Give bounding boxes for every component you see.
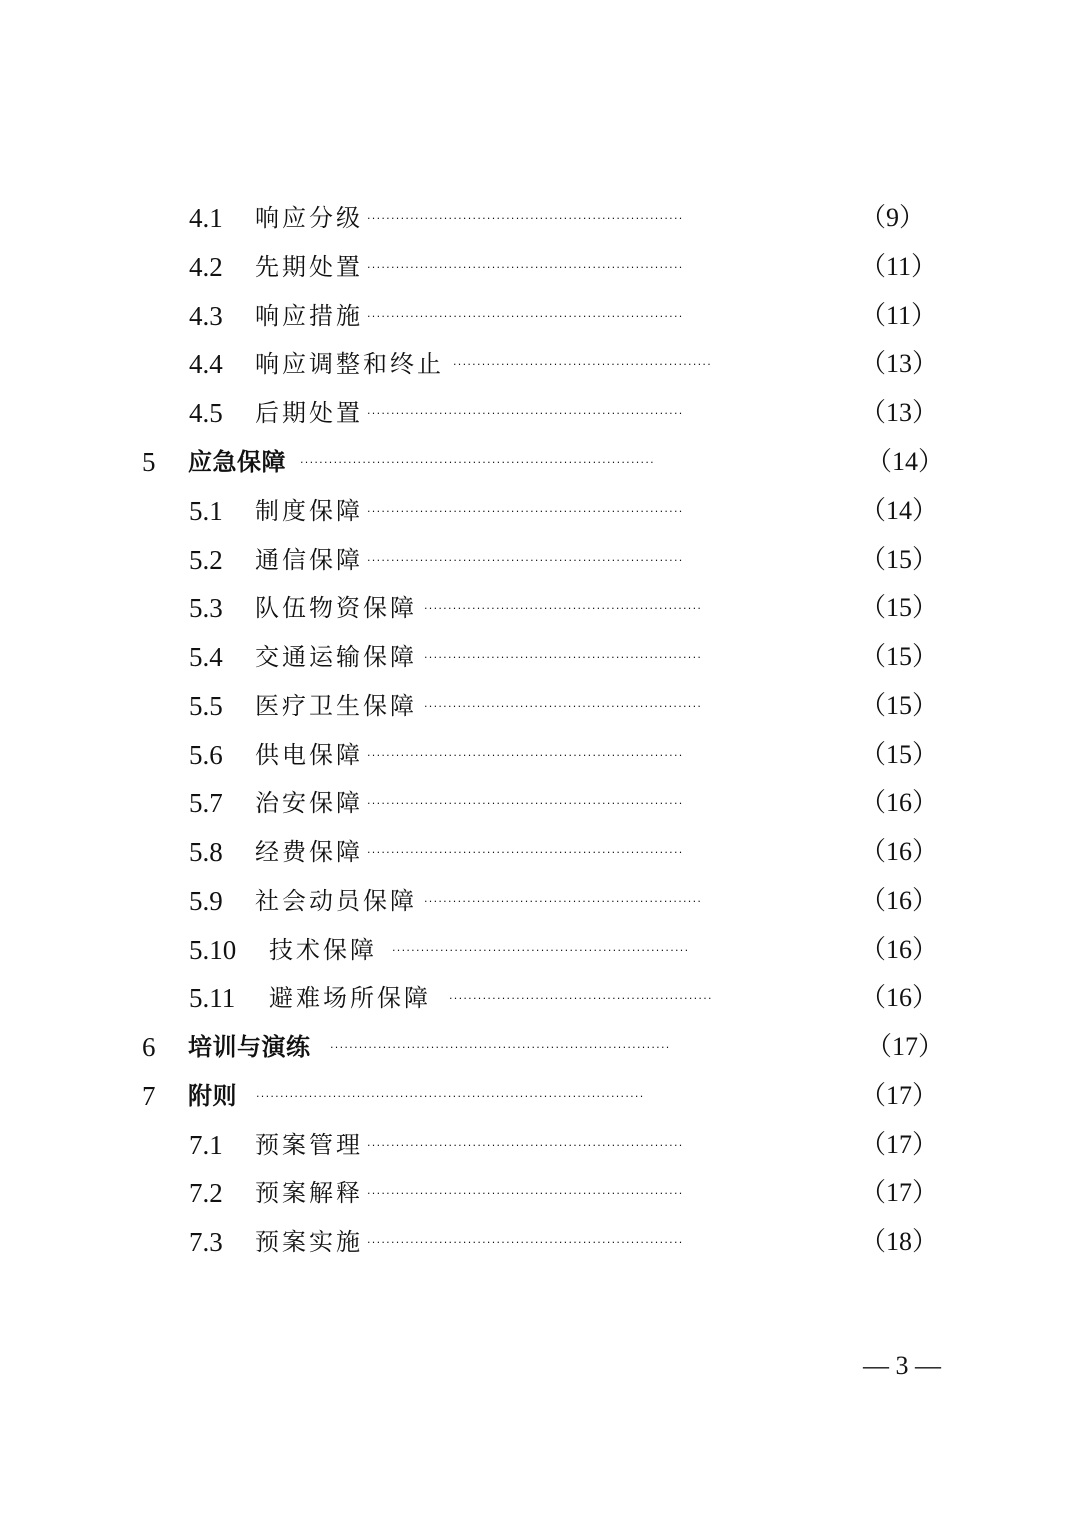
toc-entry-page: （16） [860,837,939,866]
toc-entry-number: 4.4 [189,349,223,379]
toc-entry-number: 4.5 [189,398,223,428]
toc-entry[interactable] [0,783,1074,823]
dot-leader: ·································································· [367,310,684,323]
toc-entry-number: 5.5 [189,691,223,721]
toc-entry-number: 4.2 [189,252,223,282]
dot-leader: ·························································· [424,895,703,908]
toc-entry-page: （11） [860,252,938,281]
dot-leader: ······················································· [449,992,713,1005]
dot-leader: ·································································· [367,407,684,420]
toc-entry-title: 预案实施 [255,1228,363,1256]
toc-entry[interactable] [0,247,1074,287]
toc-entry-page: （13） [860,349,939,378]
toc-entry-number: 5.7 [189,788,223,818]
toc-entry-page: （16） [860,983,939,1012]
toc-entry-page: （17） [860,1178,939,1207]
toc-entry-number: 5.10 [189,935,237,965]
toc-entry-title: 避难场所保障 [269,984,431,1012]
dot-leader: ················································································· [256,1090,645,1103]
toc-entry[interactable] [0,491,1074,531]
dot-leader: ·································································· [367,212,684,225]
toc-entry-title: 先期处置 [255,253,363,281]
toc-entry-title: 附则 [188,1081,237,1110]
toc-entry-title: 制度保障 [255,497,363,525]
toc-entry-number: 5.1 [189,496,223,526]
toc-entry-page: （16） [860,886,939,915]
toc-entry-title: 队伍物资保障 [255,594,417,622]
toc-entry[interactable] [0,881,1074,921]
dot-leader: ·································································· [367,505,684,518]
toc-entry-number: 5 [142,447,156,477]
toc-chapter-entry[interactable] [0,442,1074,482]
toc-entry-title: 经费保障 [255,838,363,866]
toc-entry-page: （16） [860,935,939,964]
toc-entry-page: （17） [860,1130,939,1159]
toc-chapter-entry[interactable] [0,1076,1074,1116]
toc-entry[interactable] [0,198,1074,238]
toc-entry-number: 6 [142,1032,156,1062]
toc-entry-page: （18） [860,1227,939,1256]
toc-entry-number: 5.8 [189,837,223,867]
toc-entry[interactable] [0,344,1074,384]
toc-entry-page: （15） [860,740,939,769]
toc-entry-title: 预案解释 [255,1179,363,1207]
toc-entry-number: 4.3 [189,301,223,331]
toc-entry-page: （9） [860,203,926,232]
toc-entry-title: 社会动员保障 [255,887,417,915]
toc-entry[interactable] [0,296,1074,336]
toc-entry-title: 交通运输保障 [255,643,417,671]
toc-entry[interactable] [0,588,1074,628]
toc-entry[interactable] [0,686,1074,726]
toc-entry[interactable] [0,832,1074,872]
toc-entry-title: 供电保障 [255,741,363,769]
toc-entry-page: （15） [860,545,939,574]
page-number: — 3 — [863,1351,941,1380]
toc-entry-number: 5.9 [189,886,223,916]
dot-leader: ·········································································· [300,456,655,469]
toc-entry[interactable] [0,1173,1074,1213]
toc-entry[interactable] [0,735,1074,775]
toc-entry-title: 响应措施 [255,302,363,330]
dot-leader: ·························································· [424,602,703,615]
dot-leader: ·································································· [367,554,684,567]
toc-entry-title: 预案管理 [255,1131,363,1159]
toc-entry[interactable] [0,540,1074,580]
dot-leader: ·························································· [424,700,703,713]
toc-entry[interactable] [0,637,1074,677]
toc-entry-page: （17） [860,1081,939,1110]
toc-entry-page: （14） [866,447,945,476]
toc-entry-number: 7 [142,1081,156,1111]
toc-entry-number: 7.3 [189,1227,223,1257]
toc-entry-title: 治安保障 [255,789,363,817]
toc-entry-title: 后期处置 [255,399,363,427]
dot-leader: ·································································· [367,1187,684,1200]
dot-leader: ······················································ [453,358,713,371]
toc-entry-page: （14） [860,496,939,525]
dot-leader: ······························································ [392,944,690,957]
toc-entry[interactable] [0,930,1074,970]
toc-entry-number: 5.3 [189,593,223,623]
toc-entry-number: 5.6 [189,740,223,770]
toc-entry-number: 7.2 [189,1178,223,1208]
toc-entry-page: （16） [860,788,939,817]
toc-entry[interactable] [0,393,1074,433]
toc-entry-number: 7.1 [189,1130,223,1160]
toc-entry-number: 5.11 [189,983,236,1013]
toc-entry-page: （15） [860,642,939,671]
dot-leader: ······································································· [330,1041,671,1054]
toc-entry-page: （15） [860,593,939,622]
toc-entry-title: 响应分级 [255,204,363,232]
dot-leader: ·································································· [367,846,684,859]
toc-entry-title: 通信保障 [255,546,363,574]
toc-entry-page: （11） [860,301,938,330]
toc-entry[interactable] [0,1222,1074,1262]
dot-leader: ·································································· [367,261,684,274]
toc-entry[interactable] [0,1125,1074,1165]
toc-entry-page: （15） [860,691,939,720]
toc-entry-page: （13） [860,398,939,427]
dot-leader: ·································································· [367,1139,684,1152]
toc-entry-title: 培训与演练 [188,1032,311,1061]
toc-entry-title: 医疗卫生保障 [255,692,417,720]
toc-entry-number: 4.1 [189,203,223,233]
dot-leader: ·································································· [367,749,684,762]
toc-entry-number: 5.4 [189,642,223,672]
toc-entry[interactable] [0,978,1074,1018]
toc-entry-number: 5.2 [189,545,223,575]
toc-entry-title: 响应调整和终止 [255,350,444,378]
dot-leader: ·························································· [424,651,703,664]
dot-leader: ·································································· [367,1236,684,1249]
toc-entry-page: （17） [866,1032,945,1061]
toc-entry-title: 应急保障 [188,447,286,476]
toc-chapter-entry[interactable] [0,1027,1074,1067]
toc-entry-title: 技术保障 [269,936,377,964]
dot-leader: ·································································· [367,797,684,810]
